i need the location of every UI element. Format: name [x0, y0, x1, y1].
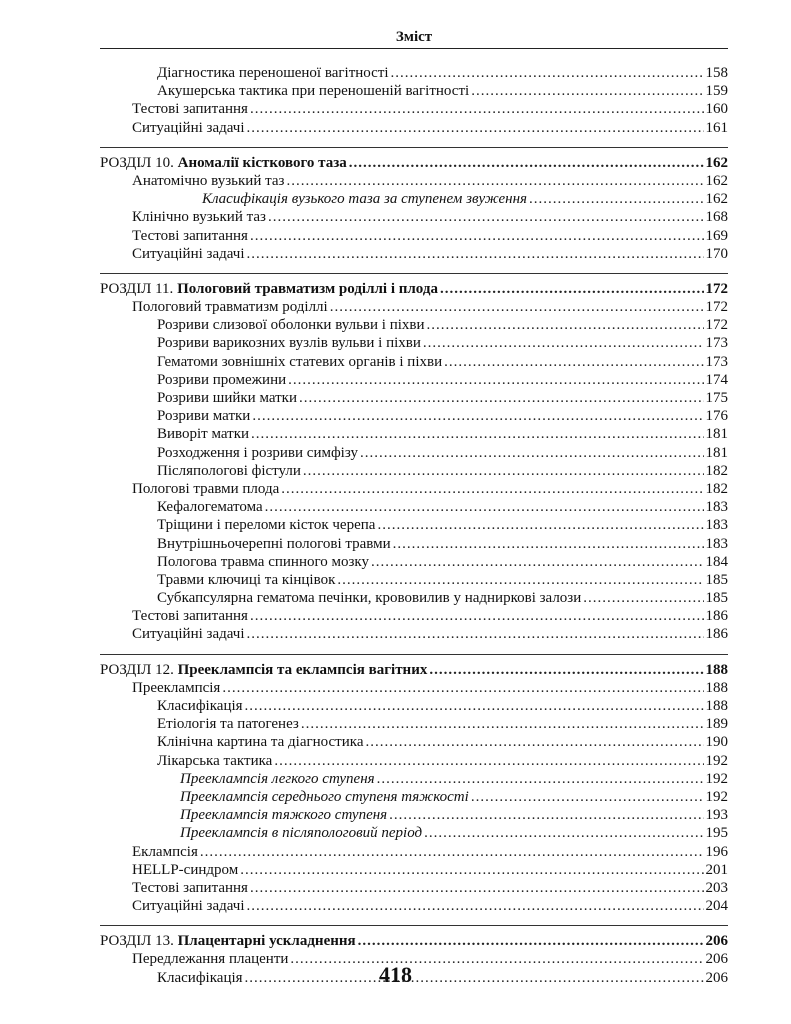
toc-entry[interactable] [100, 788, 728, 806]
toc-page-number: 175 [705, 390, 728, 406]
toc-page-number: 186 [705, 626, 728, 643]
dot-leader [301, 715, 704, 733]
toc-entry-title: Субкапсулярна гематома печінки, крововилив у надниркові залози [157, 590, 582, 607]
toc-page-number: 193 [705, 807, 728, 824]
toc-entry[interactable] [100, 389, 728, 407]
toc-entry[interactable] [100, 535, 728, 553]
toc-page-number: 185 [705, 571, 728, 588]
toc-entry[interactable] [100, 227, 728, 245]
toc-page-number: 184 [705, 553, 728, 570]
toc-entry[interactable] [100, 100, 728, 118]
dot-leader [252, 407, 703, 425]
toc-entry-title: Клінічна картина та діагностика [157, 734, 364, 751]
toc-page-number: 172 [705, 280, 728, 297]
toc-page-number: 189 [705, 716, 728, 733]
chapter-divider [100, 147, 728, 148]
toc-entry[interactable] [100, 334, 728, 352]
dot-leader [274, 752, 703, 770]
chapter-title: Плацентарні ускладнення [177, 933, 356, 950]
toc-page-number: 173 [705, 335, 728, 352]
dot-leader [423, 334, 704, 352]
toc-entry[interactable] [100, 733, 728, 751]
dot-leader [371, 553, 704, 571]
dot-leader [358, 932, 704, 950]
dot-leader [303, 462, 704, 480]
header-title: Зміст [395, 29, 433, 45]
toc-entry-title: Виворіт матки [157, 426, 250, 443]
toc-entry[interactable] [100, 752, 728, 770]
toc-entry[interactable] [100, 208, 728, 226]
dot-leader [265, 498, 704, 516]
toc-entry-title: Розриви матки [157, 408, 251, 425]
toc-entry-title: Тріщини і переломи кісток черепа [157, 517, 376, 534]
chapter-divider [100, 273, 728, 274]
dot-leader [424, 824, 703, 842]
toc-page-number: 158 [705, 65, 728, 81]
toc-chapter[interactable] [100, 661, 728, 679]
dot-leader [444, 353, 703, 371]
toc-page-number: 206 [705, 951, 728, 968]
dot-leader [247, 897, 704, 915]
toc-entry-title: Розриви промежини [157, 371, 287, 388]
dot-leader [250, 879, 704, 897]
toc-entry[interactable] [100, 64, 728, 82]
toc-page-number: 192 [705, 788, 728, 805]
dot-leader [299, 389, 704, 407]
dot-leader [247, 119, 704, 137]
toc-page-number: 185 [705, 590, 728, 607]
toc-page-number: 161 [705, 119, 728, 136]
dot-leader [377, 770, 704, 788]
toc-page-number: 172 [705, 299, 728, 316]
toc-entry-title: Прееклампсія легкого ступеня [180, 770, 375, 787]
toc-entry[interactable] [100, 190, 728, 208]
toc-page-number: 188 [705, 679, 728, 696]
toc-entry-title: Анатомічно вузький таз [132, 172, 285, 189]
toc-entry[interactable] [100, 172, 728, 190]
toc-entry-title: Гематоми зовнішніх статевих органів і піхви [157, 353, 443, 370]
dot-leader [330, 298, 704, 316]
chapter-prefix: РОЗДІЛ 12. [100, 661, 178, 678]
toc-page-number: 186 [705, 608, 728, 625]
toc-entry[interactable] [100, 824, 728, 842]
toc-entry-title: Діагностика переношеної вагітності [157, 65, 389, 81]
toc-entry[interactable] [100, 119, 728, 137]
dot-leader [247, 625, 704, 643]
toc-page-number: 195 [705, 825, 728, 842]
toc-entry[interactable] [100, 316, 728, 334]
dot-leader [250, 607, 704, 625]
toc-entry-title: Класифікація вузького таза за ступенем звуження [202, 191, 528, 208]
toc-entry-title: Розриви шийки матки [157, 390, 297, 406]
toc-entry-title: Прееклампсія в післяпологовий період [180, 825, 423, 842]
toc-entry-title: Передлежання плаценти [132, 951, 289, 968]
toc-page-number: 162 [705, 172, 728, 189]
toc-entry-title: Пологові травми плода [132, 480, 280, 497]
toc-page-number: 201 [705, 861, 728, 878]
toc-entry-title: Прееклампсія тяжкого ступеня [180, 807, 388, 824]
table-of-contents [100, 64, 728, 987]
toc-entry[interactable] [100, 245, 728, 263]
dot-leader [240, 861, 703, 879]
toc-page-number: 183 [705, 517, 728, 534]
toc-page-number: 172 [705, 317, 728, 334]
toc-page-number: 173 [705, 353, 728, 370]
dot-leader [250, 227, 704, 245]
dot-leader [200, 843, 704, 861]
toc-entry-title: Розриви слизової оболонки вульви і піхви [157, 317, 425, 334]
toc-page-number: 182 [705, 462, 728, 479]
toc-entry[interactable] [100, 516, 728, 534]
toc-entry-title: Лікарська тактика [157, 752, 273, 769]
dot-leader [250, 100, 704, 118]
chapter-divider [100, 654, 728, 655]
toc-entry-title: Акушерська тактика при переношеній вагітності [157, 83, 470, 100]
toc-entry-title: Післяпологові фістули [157, 462, 301, 479]
toc-entry[interactable] [100, 480, 728, 498]
toc-entry[interactable] [100, 806, 728, 824]
toc-entry-title: Тестові запитання [132, 227, 248, 244]
toc-entry[interactable] [100, 444, 728, 462]
toc-page-number: 182 [705, 480, 728, 497]
dot-leader [245, 697, 704, 715]
toc-entry-title: Ситуаційні задачі [132, 898, 245, 915]
dot-leader [429, 661, 703, 679]
toc-chapter[interactable] [100, 932, 728, 950]
toc-entry-title: Тестові запитання [132, 101, 248, 118]
dot-leader [583, 589, 703, 607]
chapter-title: Прееклампсія та еклампсія вагітних [177, 661, 428, 678]
toc-entry[interactable] [100, 697, 728, 715]
toc-entry[interactable] [100, 353, 728, 371]
toc-entry[interactable] [100, 498, 728, 516]
toc-entry-title: Ситуаційні задачі [132, 245, 245, 262]
dot-leader [529, 190, 703, 208]
dot-leader [393, 535, 704, 553]
toc-entry-title: Травми ключиці та кінцівок [157, 571, 336, 588]
toc-entry-title: Тестові запитання [132, 879, 248, 896]
toc-entry-title: Класифікація [157, 698, 243, 714]
toc-entry-title: Еклампсія [132, 843, 198, 860]
toc-entry[interactable] [100, 571, 728, 589]
toc-page-number: 169 [705, 227, 728, 244]
toc-page-number: 192 [705, 752, 728, 769]
toc-page-number: 162 [705, 191, 728, 208]
toc-entry-title: Прееклампсія [132, 679, 221, 696]
toc-entry[interactable] [100, 679, 728, 697]
toc-entry[interactable] [100, 82, 728, 100]
toc-entry-title: Клінічно вузький таз [132, 209, 266, 226]
toc-entry-title: Ситуаційні задачі [132, 119, 245, 136]
toc-chapter[interactable] [100, 154, 728, 172]
chapter-prefix: РОЗДІЛ 13. [100, 933, 178, 950]
toc-entry[interactable] [100, 770, 728, 788]
toc-page-number: 183 [705, 535, 728, 552]
toc-entry-title: Ситуаційні задачі [132, 626, 245, 643]
dot-leader [377, 516, 703, 534]
toc-entry[interactable] [100, 861, 728, 879]
toc-page-number: 188 [705, 698, 728, 714]
toc-page-number: 196 [705, 843, 728, 860]
dot-leader [471, 82, 703, 100]
toc-entry[interactable] [100, 298, 728, 316]
dot-leader [365, 733, 703, 751]
toc-entry[interactable] [100, 553, 728, 571]
dot-leader [268, 208, 704, 226]
dot-leader [360, 444, 704, 462]
dot-leader [427, 316, 704, 334]
toc-page-number: 170 [705, 245, 728, 262]
toc-entry[interactable] [100, 879, 728, 897]
toc-page-number: 190 [705, 734, 728, 751]
toc-entry-title: Кефалогематома [157, 499, 263, 516]
toc-entry-title: Пологовий травматизм роділлі [132, 299, 328, 316]
chapter-divider [100, 925, 728, 926]
toc-entry[interactable] [100, 425, 728, 443]
chapter-title: Аномалії кісткового таза [177, 154, 347, 171]
chapter-title: Пологовий травматизм роділлі і плода [177, 280, 438, 297]
toc-page-number: 162 [705, 154, 728, 171]
toc-entry-title: Розриви варикозних вузлів вульви і піхви [157, 335, 421, 352]
page-number: 418 [379, 962, 412, 987]
toc-page-number: 181 [705, 444, 728, 461]
dot-leader [251, 425, 703, 443]
toc-page-number: 159 [705, 83, 728, 100]
toc-entry-title: Класифікація [157, 969, 243, 986]
chapter-prefix: РОЗДІЛ 11. [100, 280, 178, 297]
toc-entry[interactable] [100, 607, 728, 625]
toc-page-number: 176 [705, 408, 728, 425]
toc-page-number: 203 [705, 879, 728, 896]
toc-entry-title: Пологова травма спинного мозку [157, 553, 369, 570]
toc-entry-title: Тестові запитання [132, 608, 248, 625]
toc-page-number: 206 [705, 933, 728, 950]
toc-entry-title: Розходження і розриви симфізу [157, 444, 358, 461]
toc-entry[interactable] [100, 625, 728, 643]
toc-page-number: 206 [705, 969, 728, 986]
dot-leader [288, 371, 703, 389]
toc-chapter[interactable] [100, 280, 728, 298]
toc-entry[interactable] [100, 407, 728, 425]
toc-entry-title: Внутрішньочерепні пологові травми [157, 535, 391, 552]
toc-page-number: 174 [705, 371, 728, 388]
toc-entry-title: Прееклампсія середнього ступеня тяжкості [180, 788, 469, 805]
toc-page-number: 204 [705, 898, 728, 915]
toc-entry[interactable] [100, 589, 728, 607]
dot-leader [389, 806, 703, 824]
toc-page-number: 160 [705, 101, 728, 118]
toc-page-number: 183 [705, 499, 728, 516]
dot-leader [286, 172, 703, 190]
dot-leader [247, 245, 704, 263]
dot-leader [440, 280, 704, 298]
toc-page-number: 188 [705, 661, 728, 678]
chapter-prefix: РОЗДІЛ 10. [100, 154, 178, 171]
toc-entry[interactable] [100, 715, 728, 733]
dot-leader [222, 679, 703, 697]
dot-leader [281, 480, 703, 498]
toc-page-number: 192 [705, 770, 728, 787]
toc-entry[interactable] [100, 897, 728, 915]
toc-page-number: 168 [705, 209, 728, 226]
dot-leader [349, 154, 704, 172]
toc-entry-title: HELLP-синдром [132, 861, 239, 878]
toc-entry[interactable] [100, 843, 728, 861]
dot-leader [391, 64, 704, 82]
toc-entry[interactable] [100, 462, 728, 480]
dot-leader [471, 788, 704, 806]
running-header [100, 0, 728, 49]
toc-entry-title: Етіологія та патогенез [157, 716, 299, 733]
toc-entry[interactable] [100, 371, 728, 389]
toc-page-number: 181 [705, 426, 728, 443]
dot-leader [337, 571, 703, 589]
